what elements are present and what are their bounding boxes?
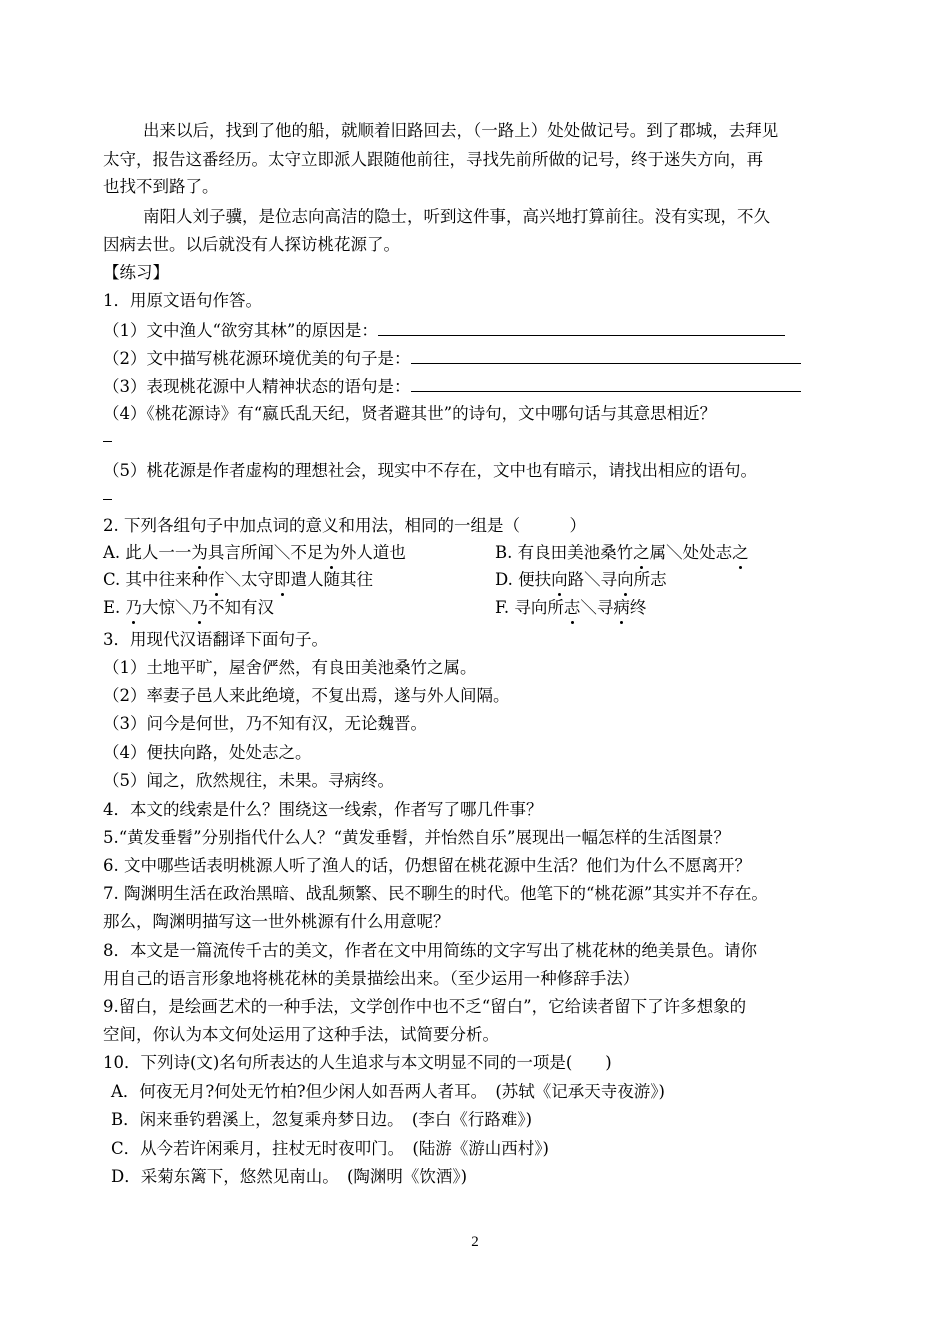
q2-option-d: D. 便扶向路＼寻向所志 xyxy=(495,570,667,589)
answer-blank xyxy=(411,347,801,364)
q1-sub4: （4）《桃花源诗》有“嬴氏乱天纪，贤者避其世”的诗句，文中哪句话与其意思相近？ xyxy=(103,404,717,423)
q2-row2 xyxy=(103,570,823,590)
q3-sub1: （1）土地平旷，屋舍俨然，有良田美池桑竹之属。 xyxy=(103,658,477,677)
q5: 5.“黄发垂髫”分别指代什么人？“黄发垂髫，并怡然自乐”展现出一幅怎样的生活图景？ xyxy=(103,828,730,847)
q9-line2: 空间，你认为本文何处运用了这种手法，试简要分析。 xyxy=(103,1025,499,1044)
q2-option-f: F. 寻向所志＼寻病终 xyxy=(495,598,647,617)
page-number: 2 xyxy=(471,1234,479,1250)
answer-blank xyxy=(411,375,801,392)
passage-p1-line2: 太守，报告这番经历。太守立即派人跟随他前往，寻找先前所做的记号，终于迷失方向，再 xyxy=(103,150,763,169)
q1-sub3 xyxy=(103,375,801,397)
q3-sub4: （4）便扶向路，处处志之。 xyxy=(103,743,312,762)
q6: 6. 文中哪些话表明桃源人听了渔人的话，仍想留在桃花源中生活？他们为什么不愿离开？ xyxy=(103,856,751,875)
passage-p2-line1: 南阳人刘子骥，是位志向高洁的隐士，听到这件事，高兴地打算前往。没有实现，不久 xyxy=(143,207,770,226)
q1-sub1 xyxy=(103,319,785,341)
q2-option-c: C. 其中往来种作＼太守即遣人随其往 xyxy=(103,570,374,589)
q2-option-e: E. 乃大惊＼乃不知有汉 xyxy=(103,598,275,617)
q9-line1: 9.留白，是绘画艺术的一种手法，文学创作中也不乏“留白”，它给读者留下了许多想象的 xyxy=(103,997,747,1016)
q1-sub2 xyxy=(103,347,801,369)
q3-sub5: （5）闻之，欣然规往，未果。寻病终。 xyxy=(103,771,394,790)
q1-title: 1．用原文语句作答。 xyxy=(103,291,262,310)
q7-line1: 7. 陶渊明生活在政治黑暗、战乱频繁、民不聊生的时代。他笔下的“桃花源”其实并不存在。 xyxy=(103,884,768,903)
q2-title: 2. 下列各组句子中加点词的意义和用法，相同的一组是（ ） xyxy=(103,516,586,535)
q3-sub3: （3）问今是何世，乃不知有汉，无论魏晋。 xyxy=(103,714,427,733)
answer-dash xyxy=(103,499,112,500)
q10-option-a: A．何夜无月?何处无竹柏?但少闲人如吾两人者耳。 (苏轼《记承天寺夜游》) xyxy=(111,1082,665,1101)
q1-sub2-text: （2）文中描写桃花源环境优美的句子是： xyxy=(103,349,411,368)
q10-option-d: D．采菊东篱下，悠然见南山。 (陶渊明《饮酒》) xyxy=(111,1167,468,1186)
q10-title: 10．下列诗(文)名句所表达的人生追求与本文明显不同的一项是( ) xyxy=(103,1053,612,1072)
q1-sub3-text: （3）表现桃花源中人精神状态的语句是： xyxy=(103,377,411,396)
q8-line2: 用自己的语言形象地将桃花林的美景描绘出来。（至少运用一种修辞手法） xyxy=(103,969,640,988)
practice-header: 【练习】 xyxy=(103,263,169,282)
q2-row3 xyxy=(103,598,823,618)
passage-p1-line3: 也找不到路了。 xyxy=(103,177,219,196)
answer-dash xyxy=(103,441,112,442)
q1-sub5: （5）桃花源是作者虚构的理想社会，现实中不存在，文中也有暗示，请找出相应的语句。 xyxy=(103,461,757,480)
q2-row1 xyxy=(103,543,823,563)
passage-p1-line1: 出来以后，找到了他的船，就顺着旧路回去，（一路上）处处做记号。到了郡城，去拜见 xyxy=(143,121,779,140)
q10-option-b: B．闲来垂钓碧溪上，忽复乘舟梦日边。 (李白《行路难》) xyxy=(111,1110,532,1129)
q10-option-c: C．从今若许闲乘月，拄杖无时夜叩门。 (陆游《游山西村》) xyxy=(111,1139,549,1158)
answer-blank xyxy=(378,319,785,336)
q3-sub2: （2）率妻子邑人来此绝境，不复出焉，遂与外人间隔。 xyxy=(103,686,510,705)
q1-sub1-text: （1）文中渔人“欲穷其林”的原因是： xyxy=(103,321,378,340)
q2-option-a: A. 此人一一为具言所闻＼不足为外人道也 xyxy=(103,543,406,562)
q4: 4．本文的线索是什么？围绕这一线索，作者写了哪几件事？ xyxy=(103,800,543,819)
q8-line1: 8．本文是一篇流传千古的美文，作者在文中用简练的文字写出了桃花林的绝美景色。请你 xyxy=(103,941,757,960)
q3-title: 3．用现代汉语翻译下面句子。 xyxy=(103,630,328,649)
q7-line2: 那么，陶渊明描写这一世外桃源有什么用意呢？ xyxy=(103,912,450,931)
passage-p2-line2: 因病去世。以后就没有人探访桃花源了。 xyxy=(103,235,400,254)
q2-option-b: B. 有良田美池桑竹之属＼处处志之 xyxy=(495,543,749,562)
